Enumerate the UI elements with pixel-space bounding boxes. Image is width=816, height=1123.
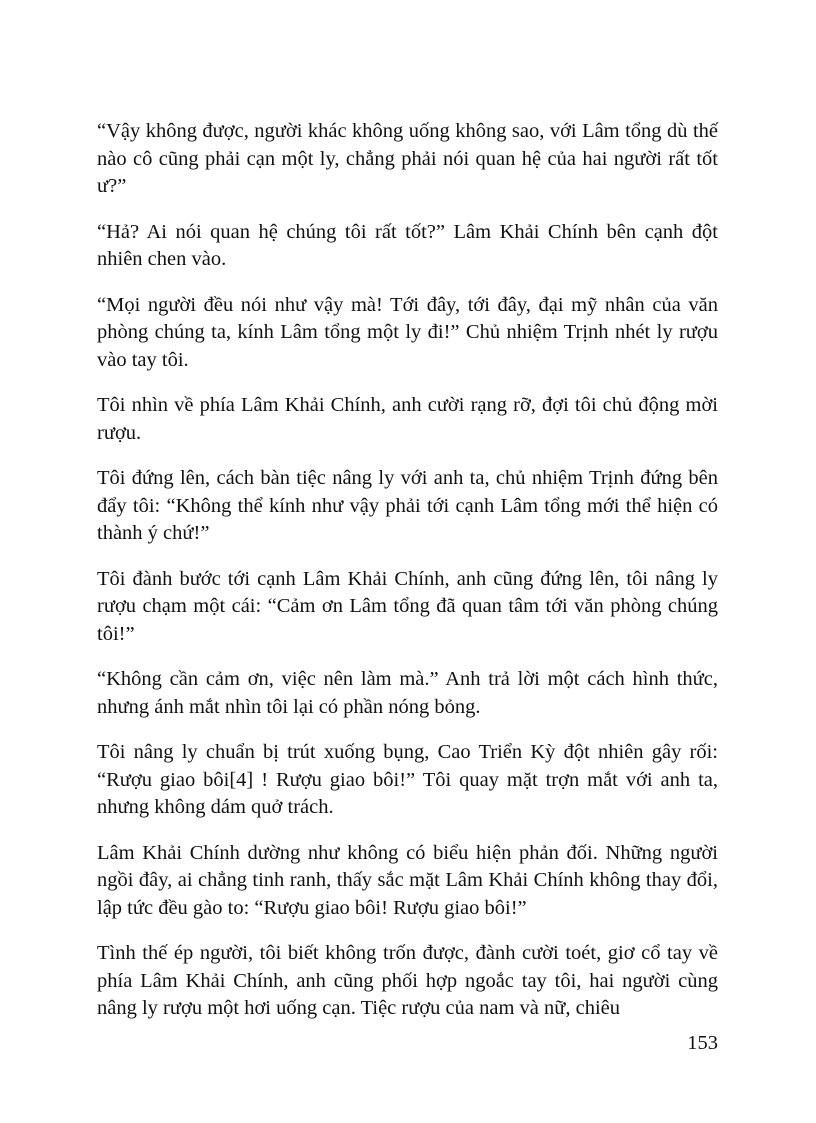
paragraph-6: Tôi đành bước tới cạnh Lâm Khải Chính, anh cũng đứng lên, tôi nâng ly rượu chạm một cái: “Cảm ơn Lâm tổng đã quan tâm tới văn phòng chúng tôi!” [97,567,718,645]
paragraph-4: Tôi nhìn về phía Lâm Khải Chính, anh cười rạng rỡ, đợi tôi chủ động mời rượu. [97,394,718,444]
paragraph-2: “Hả? Ai nói quan hệ chúng tôi rất tốt?” Lâm Khải Chính bên cạnh đột nhiên chen vào. [97,220,718,270]
paragraph-1: “Vậy không được, người khác không uống không sao, với Lâm tổng dù thế nào cô cũng phải cạn một ly, chẳng phải nói quan hệ của hai người rất tốt ư?” [97,120,718,197]
paragraph-5: Tôi đứng lên, cách bàn tiệc nâng ly với anh ta, chủ nhiệm Trịnh đứng bên đẩy tôi: “Không thể kính như vậy phải tới cạnh Lâm tổng mới thể hiện có thành ý chứ!” [97,467,718,544]
page-number: 153 [687,1032,718,1054]
paragraph-9: Lâm Khải Chính dường như không có biểu hiện phản đối. Những người ngồi đây, ai chẳng tinh ranh, thấy sắc mặt Lâm Khải Chính không thay đổi, lập tức đều gào to: “Rượu giao bôi! Rượu giao bôi!” [97,841,718,919]
paragraph-8: Tôi nâng ly chuẩn bị trút xuống bụng, Cao Triển Kỳ đột nhiên gây rối: “Rượu giao bôi[4] ! Rượu giao bôi!” Tôi quay mặt trợn mắt với anh ta, nhưng không dám quở trách. [97,741,718,818]
page-text-body [97,118,718,1041]
paragraph-10: Tình thế ép người, tôi biết không trốn được, đành cười toét, giơ cổ tay về phía Lâm Khải Chính, anh cũng phối hợp ngoắc tay tôi, hai người cùng nâng ly rượu một hơi uống cạn. Tiệc rượu của nam và nữ, chiêu [97,942,718,1019]
paragraph-7: “Không cần cảm ơn, việc nên làm mà.” Anh trả lời một cách hình thức, nhưng ánh mắt nhìn tôi lại có phần nóng bỏng. [97,668,718,718]
paragraph-3: “Mọi người đều nói như vậy mà! Tới đây, tới đây, đại mỹ nhân của văn phòng chúng ta, kính Lâm tổng một ly đi!” Chủ nhiệm Trịnh nhét ly rượu vào tay tôi. [97,293,718,371]
